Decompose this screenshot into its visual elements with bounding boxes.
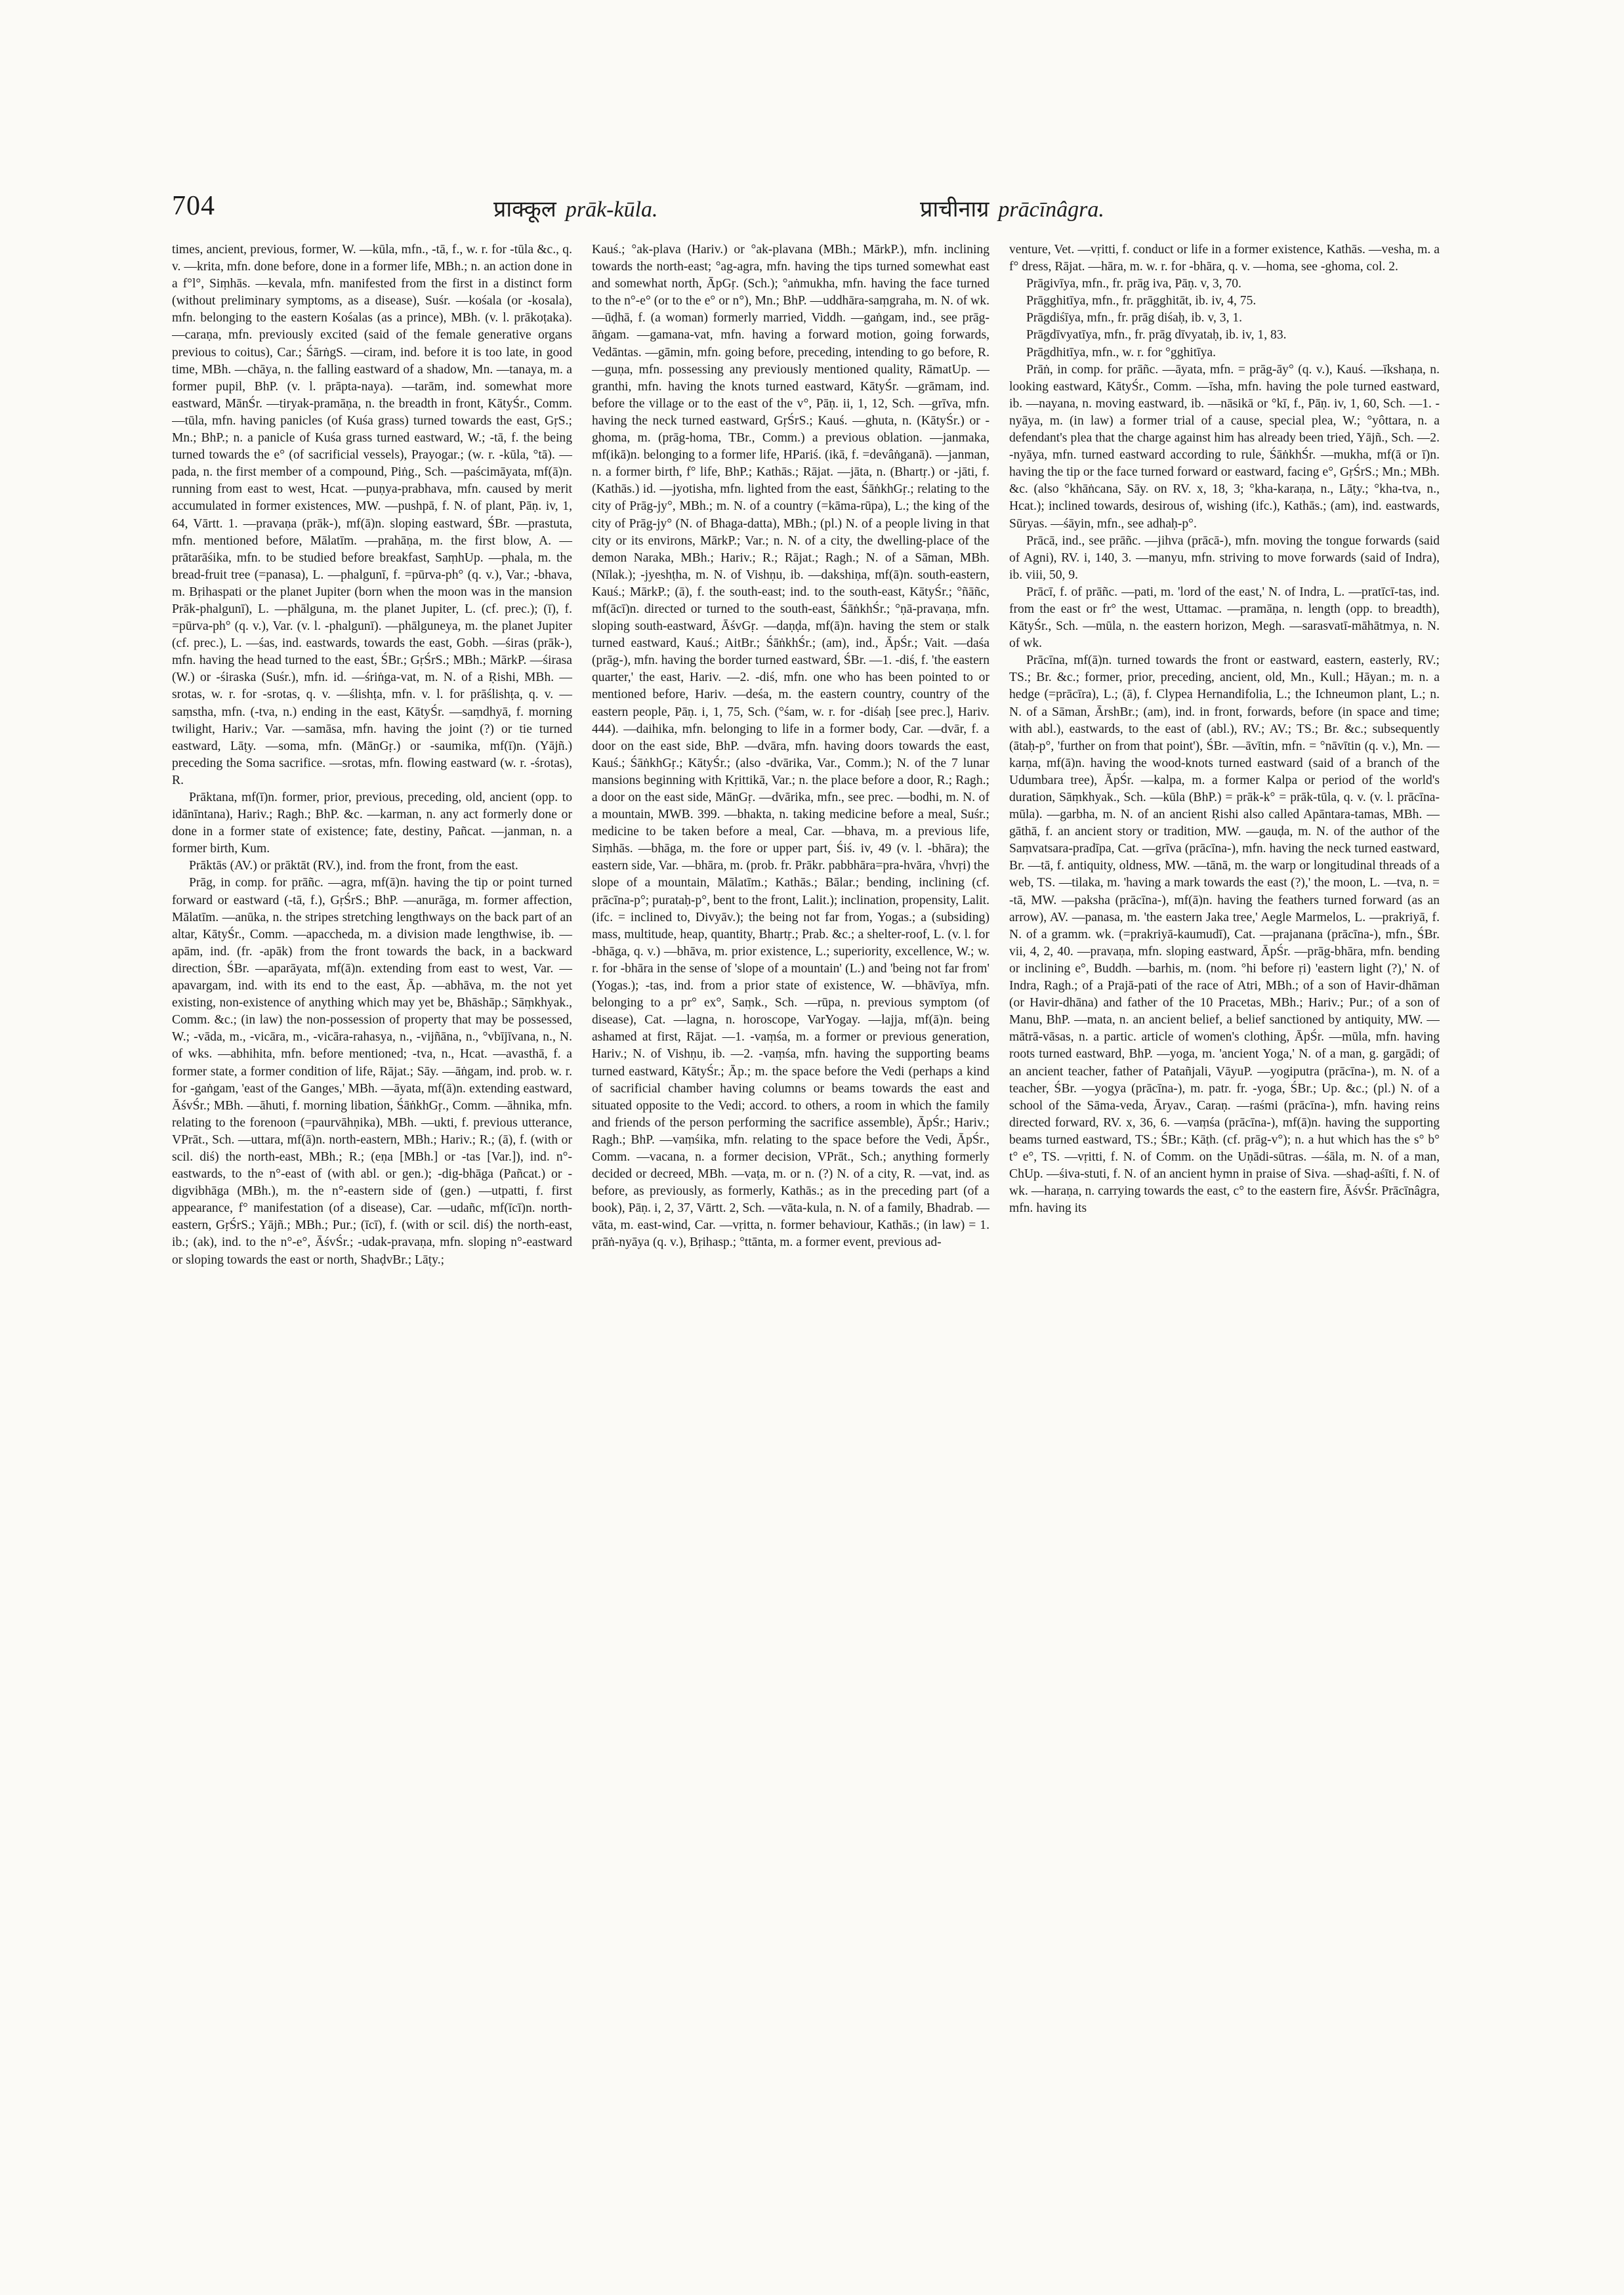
column-2	[589, 241, 1007, 2197]
entry-paragraph: Prāgdīvyatīya, mfn., fr. prāg dīvyataḥ, ib. iv, 1, 83.	[1026, 328, 1287, 342]
entry-paragraph: Prāgdhitīya, mfn., w. r. for °gghitīya.	[1026, 345, 1216, 360]
column-3	[1007, 241, 1440, 2197]
entry-paragraph: venture, Vet. —vṛitti, f. conduct or life in a former existence, Kathās. —vesha, m. a f° dress, Rājat. —hāra, m. w. r. for -bhāra, q. v. —homa, see -ghoma, col. 2.	[1009, 243, 1440, 274]
right-head-transliteration: prācīnâgra.	[998, 197, 1104, 222]
entry-paragraph: Prāg, in comp. for prāñc. —agra, mf(ā)n. having the tip or point turned forward or eastward (-tā, f.), GṛŚrS.; BhP. —anurāga, m. former affection, Mālatīm. —anūka, n. the stripes stretching lengthways on the back part of an altar, KātyŚr., Comm. —apaccheda, m. a division made lengthwise, ib. —apām, ind. (fr. -apāk) from the front towards the back, in a backward direction, ŚBr. —aparāyata, mf(ā)n. extending from east to west, Var. —apavargam, ind. with its end to the east, Āp. —abhāva, m. the not yet existing, non-existence of anything which may yet be, Bhāshāp.; Sāṃkhyak., Comm. &c.; (in law) the non-possession of property that may be possessed, W.; -vāda, m., -vicāra, m., -vicāra-rahasya, n., -vijñāna, n., °vbījīvana, n., N. of wks. —abhihita, mfn. before mentioned; -tva, n., Hcat. —avasthā, f. a former state, a former condition of life, Rājat.; Sāy. —āṅgam, ind. prob. w. r. for -gaṅgam, 'east of the Ganges,' MBh. —āyata, mf(ā)n. extending eastward, ĀśvŚr.; MBh. —āhuti, f. morning libation, ŚāṅkhGṛ., Comm. —āhnika, mfn. relating to the forenoon (=paurvāhṇika), MBh. —ukti, f. previous utterance, VPrāt., Sch. —uttara, mf(ā)n. north-eastern, MBh.; Hariv.; R.; (ā), f. (with or scil. diś) the north-east, MBh.; R.; (eṇa [MBh.] or -tas [Var.]), ind. n°-eastwards, to the n°-east of (with abl. or gen.); -dig-bhāga (Pañcat.) or -digvibhāga (MBh.), m. the n°-eastern side of (gen.) —utpatti, f. first appearance, f° manifestation (of a disease), Car. —udañc, mf(īcī)n. north-eastern, GṛŚrS.; Yājñ.; MBh.; Pur.; (īcī), f. (with or scil. diś) the north-east, ib.; (ak), ind. to the n°-e°, ĀśvŚr.; -udak-pravaṇa, mfn. sloping n°-eastward or sloping towards the east or north, ShaḍvBr.; Lāṭy.;	[172, 876, 572, 1267]
page-header	[172, 190, 1458, 236]
entry-paragraph: Prāgivīya, mfn., fr. prāg iva, Pāṇ. v, 3, 70.	[1026, 277, 1241, 291]
entry-paragraph: Prāgdiśīya, mfn., fr. prāg diśaḥ, ib. v, 3, 1.	[1026, 311, 1243, 325]
entry-paragraph: Prācī, f. of prāñc. —pati, m. 'lord of the east,' N. of Indra, L. —pratīcī-tas, ind. from the east or fr° the west, Uttamac. —pramāṇa, n. length (opp. to breadth), KātyŚr., Sch. —mūla, n. the eastern horizon, Megh. —sarasvatī-māhātmya, n. N. of wk.	[1009, 585, 1440, 651]
dictionary-page	[172, 190, 1458, 2198]
entry-paragraph: Prācā, ind., see prāñc. —jihva (prācā-), mfn. moving the tongue forwards (said of Agni), RV. i, 140, 3. —manyu, mfn. striving to move forwards (said of Indra), ib. viii, 50, 9.	[1009, 533, 1440, 582]
left-running-head	[493, 193, 658, 223]
column-1	[172, 241, 589, 2197]
entry-paragraph: Prāktās (AV.) or prāktāt (RV.), ind. from the front, from the east.	[189, 859, 518, 873]
entry-paragraph: times, ancient, previous, former, W. —kūla, mfn., -tā, f., w. r. for -tūla &c., q. v. —krita, mfn. done before, done in a former life, MBh.; n. an action done in a f°l°, Siṃhās. —kevala, mfn. manifested from the first in a distinct form (without preliminary symptoms, as a disease), Suśr. —kośala (or -kosala), mfn. belonging to the eastern Kośalas (as a prince), MBh. (v. l. prākoṭaka). —caraṇa, mfn. previously excited (said of the female generative organs previous to coitus), Car.; ŚārṅgS. —ciram, ind. before it is too late, in good time, MBh. —chāya, n. the falling eastward of a shadow, Mn. —tanaya, m. a former pupil, BhP. (v. l. prāpta-naya). —tarām, ind. somewhat more eastward, MānŚr. —tiryak-pramāṇa, n. the breadth in front, KātyŚr., Comm. —tūla, mfn. having panicles (of Kuśa grass) turned towards the east, GṛS.; Mn.; BhP.; n. a panicle of Kuśa grass turned eastward, W.; -tā, f. the being turned towards the e° (of sacrificial vessels), Prayogar.; (w. r. -kūla, °tā). —pada, n. the first member of a compound, Piṅg., Sch. —paścimāyata, mf(ā)n. running from east to west, Hcat. —puṇya-prabhava, mfn. caused by merit accumulated in former existences, MW. —pushpā, f. N. of plant, Pāṇ. iv, 1, 64, Vārtt. 1. —pravaṇa (prāk-), mf(ā)n. sloping eastward, ŚBr. —prastuta, mfn. mentioned before, Mālatīm. —prahāṇa, m. the first blow, A. —prātarāśika, mfn. to be studied before breakfast, SaṃhUp. —phala, m. the bread-fruit tree (=panasa), L. —phalgunī, f. =pūrva-ph° (q. v.), Var.; -bhava, m. Bṛihaspati or the planet Jupiter (born when the moon was in the mansion Prāk-phalgunī), L. —phālguna, m. the planet Jupiter, L. (cf. prec.); (ī), f. =pūrva-ph° (q. v.), Var. (v. l. -phalgunī). —phālguneya, m. the planet Jupiter (cf. prec.), L. —śas, ind. eastwards, towards the east, Gobh. —śiras (prāk-), mfn. having the head turned to the east, ŚBr.; GṛŚrS.; MBh.; MārkP. —śirasa (W.) or -śiraska (Suśr.), mfn. id. —śriṅga-vat, m. N. of a Ṛishi, MBh. —srotas, w. r. for -srotas, q. v. —ślishṭa, mfn. v. l. for prāślishṭa, q. v. —saṃstha, mfn. (-tva, n.) ending in the east, KātyŚr. —saṃdhyā, f. morning twilight, Hariv.; Var. —samāsa, mfn. having the joint (?) or tie turned eastward, Lāṭy. —soma, mfn. (MānGṛ.) or -saumika, mf(ī)n. (Yājñ.) preceding the Soma sacrifice. —srotas, mfn. flowing eastward (w. r. -śrotas), R.	[172, 243, 572, 787]
right-running-head	[920, 193, 1104, 223]
left-head-transliteration: prāk-kūla.	[565, 197, 658, 222]
entry-paragraph: Kauś.; °ak-plava (Hariv.) or °ak-plavana (MBh.; MārkP.), mfn. inclining towards the north-east; °ag-agra, mfn. having the tips turned somewhat east and somewhat north, ĀpGṛ. (Sch.); °aṅmukha, mfn. having the face turned to the n°-e° (or to the e° or n°), Mn.; BhP. —uddhāra-saṃgraha, m. N. of wk. —ūḍhā, f. (a woman) formerly married, Viddh. —gaṅgam, ind., see prāg-āṅgam. —gamana-vat, mfn. having a forward motion, going forwards, Vedāntas. —gāmin, mfn. going before, preceding, intending to go before, R. —guṇa, mfn. possessing any previously mentioned quality, RāmatUp. —granthi, mfn. having the knots turned eastward, KātyŚr. —grāmam, ind. before the village or to the east of the v°, Pāṇ. ii, 1, 12, Sch. —grīva, mfn. having the neck turned eastward, GṛŚrS.; Kauś. —ghuta, n. (KātyŚr.) or -ghoma, m. (prāg-homa, TBr., Comm.) a previous oblation. —janmaka, mf(ikā)n. belonging to a former life, HPariś. (ikā, f. =devâṅganā). —janman, n. a former birth, f° life, BhP.; Kathās.; Rājat. —jāta, n. (Bhartṛ.) or -jāti, f. (Kathās.) id. —jyotisha, mfn. lighted from the east, ŚāṅkhGṛ.; relating to the city of Prāg-jy°, MBh.; m. N. of a country (=kāma-rūpa), L.; the king of the city of Prāg-jy° (N. of Bhaga-datta), MBh.; (pl.) N. of a people living in that city or its environs, MārkP.; Var.; n. N. of a city, the dwelling-place of the demon Naraka, MBh.; Hariv.; R.; Rājat.; Ragh.; N. of a Sāman, MBh. (Nīlak.); -jyeshṭha, m. N. of Vishṇu, ib. —dakshiṇa, mf(ā)n. south-eastern, Kauś.; MārkP.; (ā), f. the south-east; ind. to the south-east, KātyŚr.; °ñāñc, mf(ācī)n. directed or turned to the south-east, ŚāṅkhŚr.; °ṇā-pravaṇa, mfn. sloping south-eastward, ĀśvGṛ. —daṇḍa, mf(ā)n. having the stem or stalk turned eastward, Kauś.; AitBr.; ŚāṅkhŚr.; (am), ind., ĀpŚr.; Vait. —daśa (prāg-), mfn. having the border turned eastward, ŚBr. —1. -diś, f. 'the eastern quarter,' the east, Hariv. —2. -diś, mfn. one who has been pointed to or mentioned before, Hariv. —deśa, m. the eastern country, country of the eastern people, Pāṇ. i, 1, 75, Sch. (°śam, w. r. for -diśaḥ [see prec.], Hariv. 444). —daihika, mfn. belonging to life in a former body, Car. —dvār, f. a door on the east side, BhP. —dvāra, mfn. having doors towards the east, Kauś.; ŚāṅkhGṛ.; KātyŚr.; (also -dvārika, Var., Comm.); N. of the 7 lunar mansions beginning with Kṛittikā, Var.; n. the place before a door, R.; Ragh.; a door on the east side, MānGṛ. —dvārika, mfn., see prec. —bodhi, m. N. of a mountain, MWB. 399. —bhakta, n. taking medicine before a meal, Suśr.; medicine to be taken before a meal, Car. —bhava, m. a previous life, Siṃhās. —bhāga, m. the fore or upper part, Śiś. iv, 49 (v. l. -bhāra); the eastern side, Var. —bhāra, m. (prob. fr. Prākr. pabbhāra=pra-hvāra, √hvṛi) the slope of a mountain, Mālatīm.; Kathās.; Bālar.; bending, inclining (cf. prācīna-p°; purataḥ-p°, bent to the front, Lalit.); inclination, propensity, Lalit. (ifc. = inclined to, Divyāv.); the being not far from, Yogas.; a (subsiding) mass, multitude, heap, quantity, Bhartṛ.; Prab. &c.; a shelter-roof, L. (v. l. for -bhāga, q. v.) —bhāva, m. prior existence, L.; superiority, excellence, W.; w. r. for -bhāra in the sense of 'slope of a mountain' (L.) and 'being not far from' (Yogas.); -tas, ind. from a prior state of existence, W. —bhāvīya, mfn. belonging to a pr° ex°, Saṃk., Sch. —rūpa, n. previous symptom (of disease), Cat. —lagna, n. horoscope, VarYogay. —lajja, mf(ā)n. being ashamed at first, Rājat. —1. -vaṃśa, m. a former or previous generation, Hariv.; N. of Vishṇu, ib. —2. -vaṃśa, mfn. having the supporting beams turned eastward, KātyŚr.; Āp.; m. the space before the Vedi (perhaps a kind of sacrificial chamber having columns or beams towards the east and situated opposite to the Vedi; accord. to others, a room in which the family and friends of the person performing the sacrifice assemble), ĀpŚr.; Hariv.; Ragh.; BhP. —vaṃśika, mfn. relating to the space before the Vedi, ĀpŚr., Comm. —vacana, n. a former decision, VPrāt., Sch.; anything formerly decided or decreed, MBh. —vaṭa, m. or n. (?) N. of a city, R. —vat, ind. as before, as previously, as formerly, Kathās.; as in the preceding part (of a book), Pāṇ. i, 2, 37, Vārtt. 2, Sch. —vāta-kula, n. N. of a family, Bhadrab. —vāta, m. east-wind, Car. —vṛitta, n. former behaviour, Kathās.; (in law) = 1. prāṅ-nyāya (q. v.), Bṛihasp.; °ttānta, m. a former event, previous ad-	[592, 243, 989, 1250]
text-columns	[172, 241, 1458, 2197]
right-head-devanagari: प्राचीनाग्र	[920, 197, 989, 222]
page-number: 704	[172, 191, 215, 221]
entry-paragraph: Prāgghitīya, mfn., fr. prāgghitāt, ib. iv, 4, 75.	[1026, 294, 1257, 308]
entry-paragraph: Prācīna, mf(ā)n. turned towards the front or eastward, eastern, easterly, RV.; TS.; Br. &c.; former, prior, preceding, ancient, old, Mn., Kull.; Hāyan.; m. n. a hedge (=prācīra), L.; (ā), f. Clypea Hernandifolia, L.; the Ichneumon plant, L.; n. N. of a Sāman, ĀrshBr.; (am), ind. in front, forwards, before (in space and time; with abl.), eastwards, to the east of (abl.), RV.; AV.; TS.; Br. &c.; subsequently (ātaḥ-p°, 'further on from that point'), ŚBr. —āvītin, mfn. = °nāvītin (q. v.), Mn. —karṇa, mf(ā)n. having the wood-knots turned eastward (said of a branch of the Udumbara tree), ĀpŚr. —kalpa, m. a former Kalpa or period of the world's duration, Sāṃkhyak., Sch. —kūla (BhP.) = prāk-k° = prāk-tūla, q. v. (v. l. prācīna-mūla). —garbha, m. N. of an ancient Ṛishi also called Apāntara-tamas, MBh. —gāthā, f. an ancient story or tradition, MW. —gauḍa, m. N. of the author of the Saṃvatsara-pradīpa, Cat. —grīva (prācīna-), mfn. having the neck turned eastward, Br. —tā, f. antiquity, oldness, MW. —tānā, m. the warp or longitudinal threads of a web, TS. —tilaka, m. 'having a mark towards the east (?),' the moon, L. —tva, n. = -tā, MW. —paksha (prācīna-), mf(ā)n. having the feathers turned forward (as an arrow), AV. —panasa, m. 'the eastern Jaka tree,' Aegle Marmelos, L. —prakriyā, f. N. of a gramm. wk. (=prakriyā-kaumudī), Cat. —prajanana (prācīna-), mfn., ŚBr. vii, 4, 2, 40. —pravaṇa, mfn. sloping eastward, ĀpŚr. —prāg-bhāra, mfn. bending or inclining e°, Buddh. —barhis, m. (nom. °hi before ṛi) 'eastern light (?),' N. of Indra, Ragh.; of a Prajā-pati of the race of Atri, MBh.; of a son of Havir-dhāman (or Havir-dhāna) and father of the 10 Pracetas, MBh.; Hariv.; Pur.; of a son of Manu, BhP. —mata, n. an ancient belief, a belief sanctioned by antiquity, MW. —mātrā-vāsas, n. a partic. article of women's clothing, ĀpŚr. —mūla, mfn. having roots turned eastward, BhP. —yoga, m. 'ancient Yoga,' N. of a man, g. gargādi; of an ancient teacher, father of Patañjali, VāyuP. —yogiputra (prācīna-), m. N. of a teacher, ŚBr. —yogya (prācīna-), m. patr. fr. -yoga, ŚBr.; Up. &c.; (pl.) N. of a school of the Sāma-veda, Āryav., Caraṇ. —raśmi (prācīna-), mfn. having reins directed forward, RV. x, 36, 6. —vaṃśa (prācīna-), mf(ā)n. having the supporting beams turned eastward, TS.; ŚBr.; Kāṭh. (cf. prāg-v°); n. a hut which has the s° b° t° e°, TS. —vṛitti, f. N. of Comm. on the Uṇādi-sūtras. —śāla, m. N. of a man, ChUp. —śiva-stuti, f. N. of an ancient hymn in praise of Siva. —shaḍ-aśīti, f. N. of wk. —haraṇa, n. carrying towards the east, c° to the eastern fire, ĀśvŚr. Prācīnâgra, mfn. having its	[1009, 653, 1440, 1216]
left-head-devanagari: प्राक्कूल	[493, 197, 556, 222]
entry-paragraph: Prāktana, mf(ī)n. former, prior, previous, preceding, old, ancient (opp. to idānīntana), Hariv.; Ragh.; BhP. &c. —karman, n. any act formerly done or done in a former state of existence; fate, destiny, Pañcat. —janman, n. a former birth, Kum.	[172, 791, 572, 856]
entry-paragraph: Prāṅ, in comp. for prāñc. —āyata, mfn. = prāg-āy° (q. v.), Kauś. —īkshaṇa, n. looking eastward, KātyŚr., Comm. —īsha, mfn. having the pole turned eastward, ib. —nayana, n. moving eastward, ib. —nāsikā or °kī, f., Pāṇ. iv, 1, 60, Sch. —1. -nyāya, m. (in law) a former trial of a cause, special plea, W.; °yôttara, n. a defendant's plea that the charge against him has already been tried, Yājñ., Sch. —2. -nyāya, mfn. turned eastward according to rule, ŚāṅkhŚr. —mukha, mf(ā or ī)n. having the tip or the face turned forward or eastward, facing e°, GṛŚrS.; Mn.; MBh. &c. (also °khāṅcana, Sāy. on RV. x, 18, 3; °kha-karaṇa, n., Lāṭy.; °kha-tva, n., Hcat.); inclined towards, desirous of, wishing (ifc.), Kathās.; (am), ind. eastwards, Sūryas. —śāyin, mfn., see adhaḥ-p°.	[1009, 362, 1440, 531]
